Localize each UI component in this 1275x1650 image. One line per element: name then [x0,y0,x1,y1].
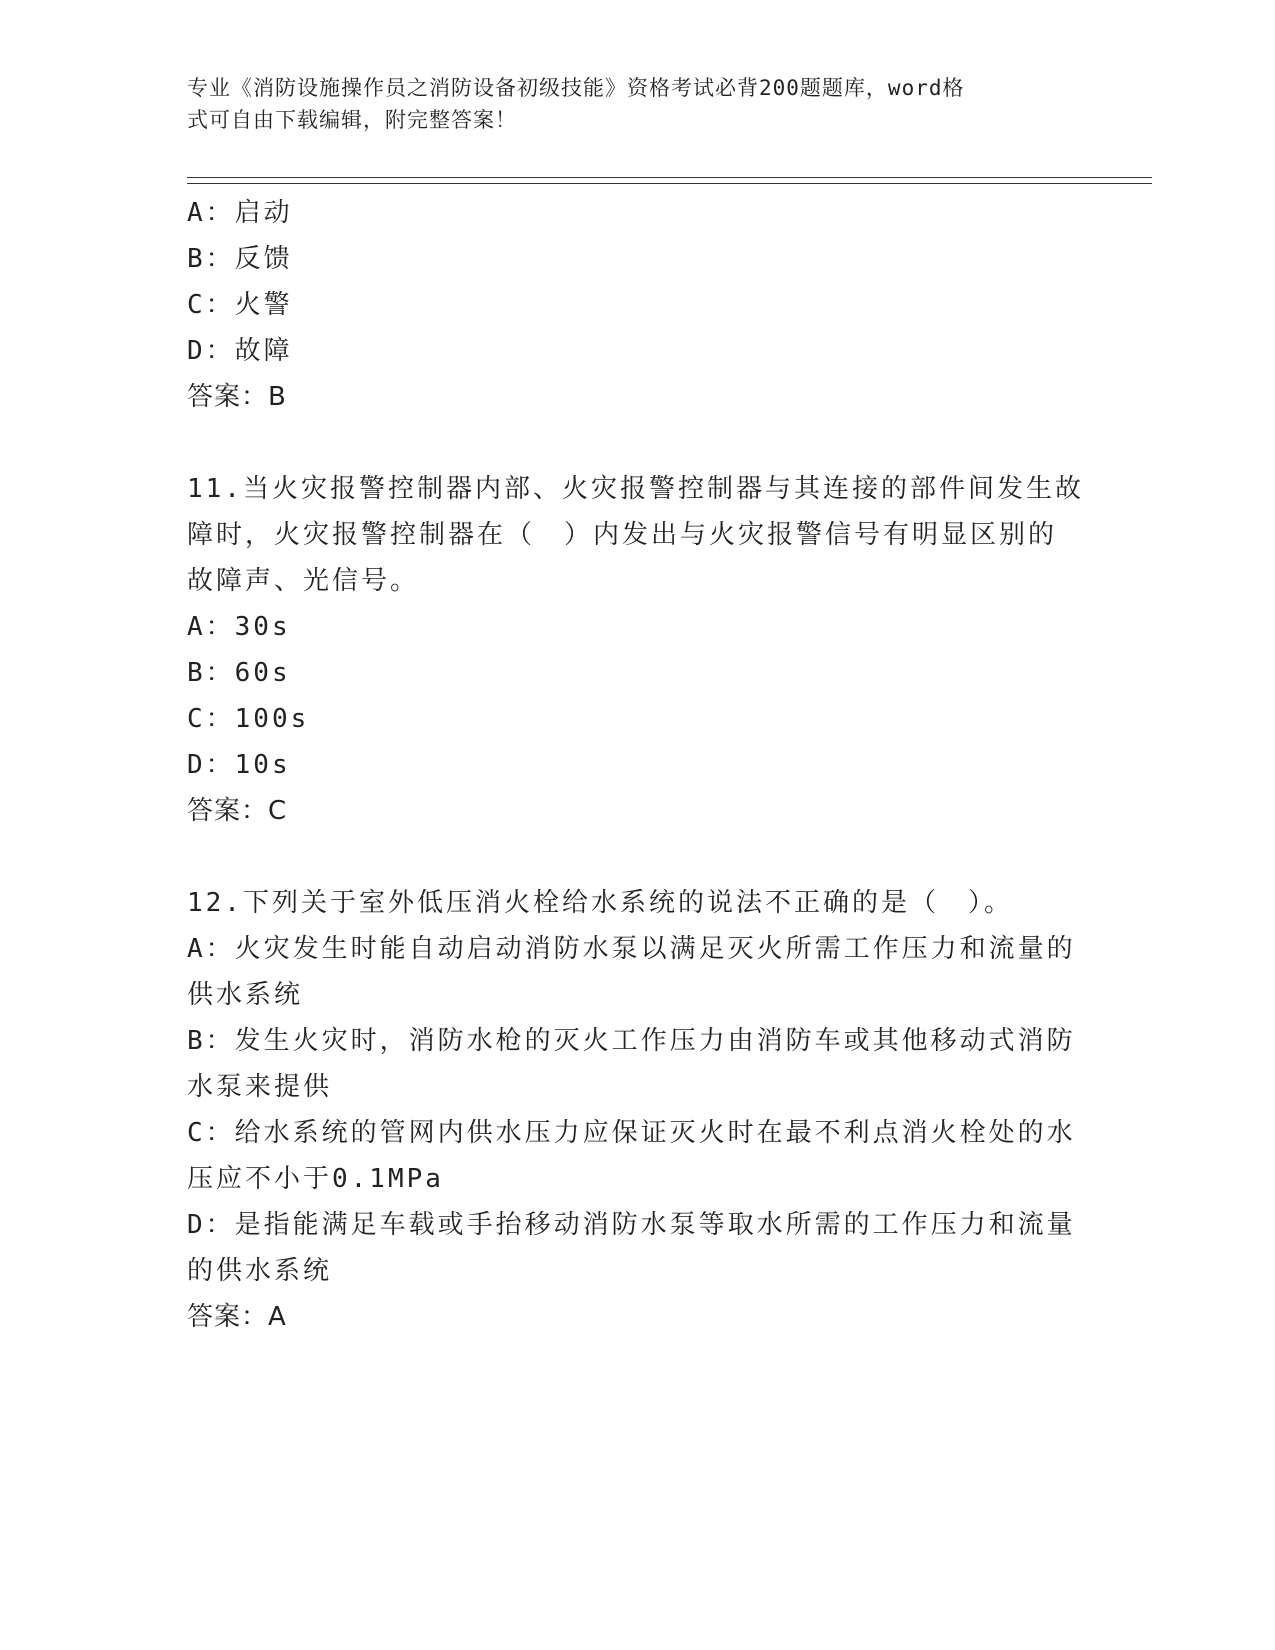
q10-option-d: D：故障 [187,336,293,366]
q10-option-b: B：反馈 [187,244,293,274]
q12-option-b-line-1: B：发生火灾时，消防水枪的灭火工作压力由消防车或其他移动式消防 [187,1026,1076,1056]
header-line-2: 式可自由下载编辑，附完整答案！ [187,108,517,132]
document-body [187,190,1087,1340]
q11-answer: 答案：C [187,796,288,826]
q12-option-a-line-1: A：火灾发生时能自动启动消防水泵以满足灭火所需工作压力和流量的 [187,934,1076,964]
question-12-block [187,880,1087,1340]
q12-answer: 答案：A [187,1302,287,1332]
spacer [187,420,1087,466]
q12-option-b-line-2: 水泵来提供 [187,1072,333,1102]
q12-option-c-line-2: 压应不小于0.1MPa [187,1164,444,1194]
q11-option-d: D：10s [187,750,291,780]
q10-option-c: C：火警 [187,290,293,320]
q12-option-c-line-1: C：给水系统的管网内供水压力应保证灭火时在最不利点消火栓处的水 [187,1118,1076,1148]
q11-option-a: A：30s [187,612,291,642]
q11-stem-line-3: 故障声、光信号。 [187,566,420,596]
header-rule-bottom [187,183,1152,184]
q12-option-d-line-1: D：是指能满足车载或手抬移动消防水泵等取水所需的工作压力和流量 [187,1210,1076,1240]
q12-option-a-line-2: 供水系统 [187,980,304,1010]
q11-stem-line-1: 11.当火灾报警控制器内部、火灾报警控制器与其连接的部件间发生故 [187,474,1084,504]
q11-stem-line-2: 障时，火灾报警控制器在（ ）内发出与火灾报警信号有明显区别的 [187,520,1058,550]
q11-option-c: C：100s [187,704,310,734]
q10-answer: 答案：B [187,382,287,412]
q10-option-a: A：启动 [187,198,293,228]
document-header [187,72,1087,136]
q12-option-d-line-2: 的供水系统 [187,1256,333,1286]
header-rule-top [187,177,1152,178]
question-10-block [187,190,1087,420]
header-line-1: 专业《消防设施操作员之消防设备初级技能》资格考试必背200题题库，word格 [187,76,965,100]
question-11-block [187,466,1087,834]
q11-option-b: B：60s [187,658,291,688]
q12-stem: 12.下列关于室外低压消火栓给水系统的说法不正确的是（ ）。 [187,888,1013,918]
spacer [187,834,1087,880]
